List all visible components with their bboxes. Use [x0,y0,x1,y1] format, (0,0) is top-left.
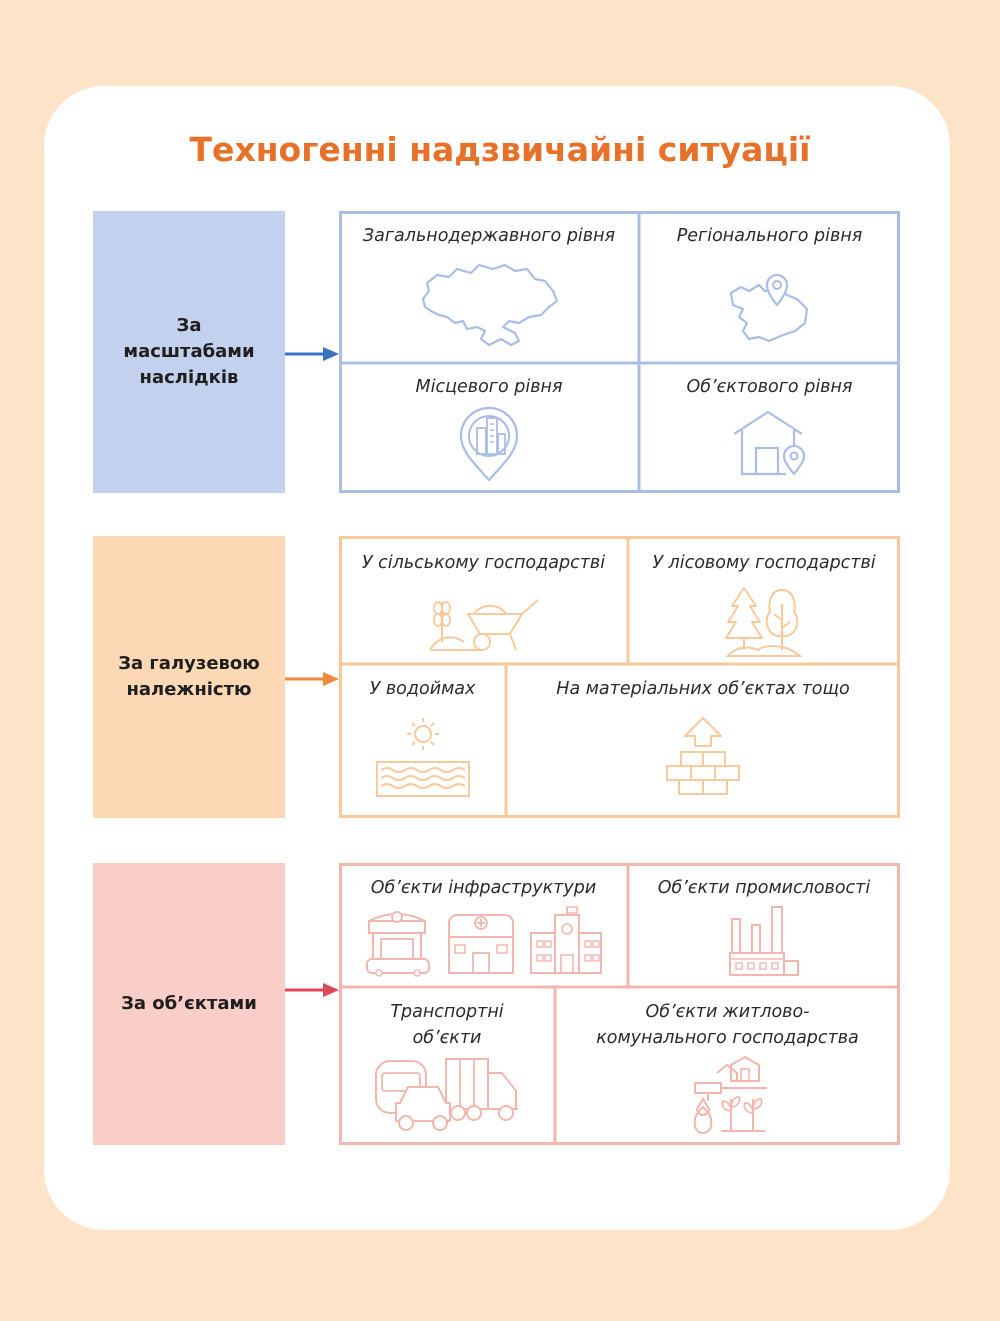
cell-industry-objects [628,875,900,987]
cell-label: У водоймах [369,679,476,699]
category-objects [93,863,285,1145]
arrow-right-icon [285,347,339,361]
wheat-wheelbarrow-icon [428,592,540,654]
cell-label: Місцевого рівня [415,377,563,397]
utilities-icon [687,1055,769,1137]
page-title: Техногенні надзвичайні ситуації [189,130,811,169]
city-pin-icon [457,406,521,482]
objects-grid [339,863,900,1145]
category-scale-label: За масштабами наслідків [123,315,255,388]
bus-car-truck-icon [374,1057,520,1133]
cell-label: Об’єкти інфраструктури [370,878,597,898]
cell-label: У сільському господарстві [361,553,606,573]
category-industry-label: За галузевою належністю [118,653,260,700]
cell-infrastructure [339,875,628,987]
cell-transport [339,999,555,1144]
infrastructure-buildings-icon [365,905,603,977]
category-scale [93,211,285,493]
cell-label: Загальнодержавного рівня [362,226,616,246]
cell-object-level [639,374,900,492]
cell-regional-level [639,223,900,363]
sun-water-icon [375,718,471,798]
building-pin-icon [732,408,808,478]
trees-icon [726,584,802,658]
cell-label: Об’єкти житлово- комунального господарства [596,1002,859,1048]
cell-forestry [628,550,900,664]
cell-agriculture [339,550,628,664]
cell-label: Транспортні об’єкти [390,1002,504,1048]
factory-icon [728,905,800,977]
cell-label: Об’єкти промисловості [657,878,871,898]
region-map-pin-icon [725,265,815,345]
industry-grid [339,536,900,818]
arrow-right-icon [285,672,339,686]
cell-label: Об’єктового рівня [686,377,853,397]
category-industry [93,536,285,818]
cell-label: У лісовому господарстві [652,553,876,573]
category-objects-label: За об’єктами [121,993,257,1014]
cell-water-bodies [339,676,506,817]
bricks-icon [665,716,741,798]
cell-utilities [555,999,900,1144]
cell-label: Регіонального рівня [676,226,863,246]
cell-material-objects [506,676,900,817]
cell-local-level [339,374,639,492]
arrow-right-icon [285,983,339,997]
scale-grid [339,211,900,493]
ukraine-map-icon [419,261,559,353]
cell-label: На матеріальних об’єктах тощо [556,679,850,699]
cell-national-level [339,223,639,363]
